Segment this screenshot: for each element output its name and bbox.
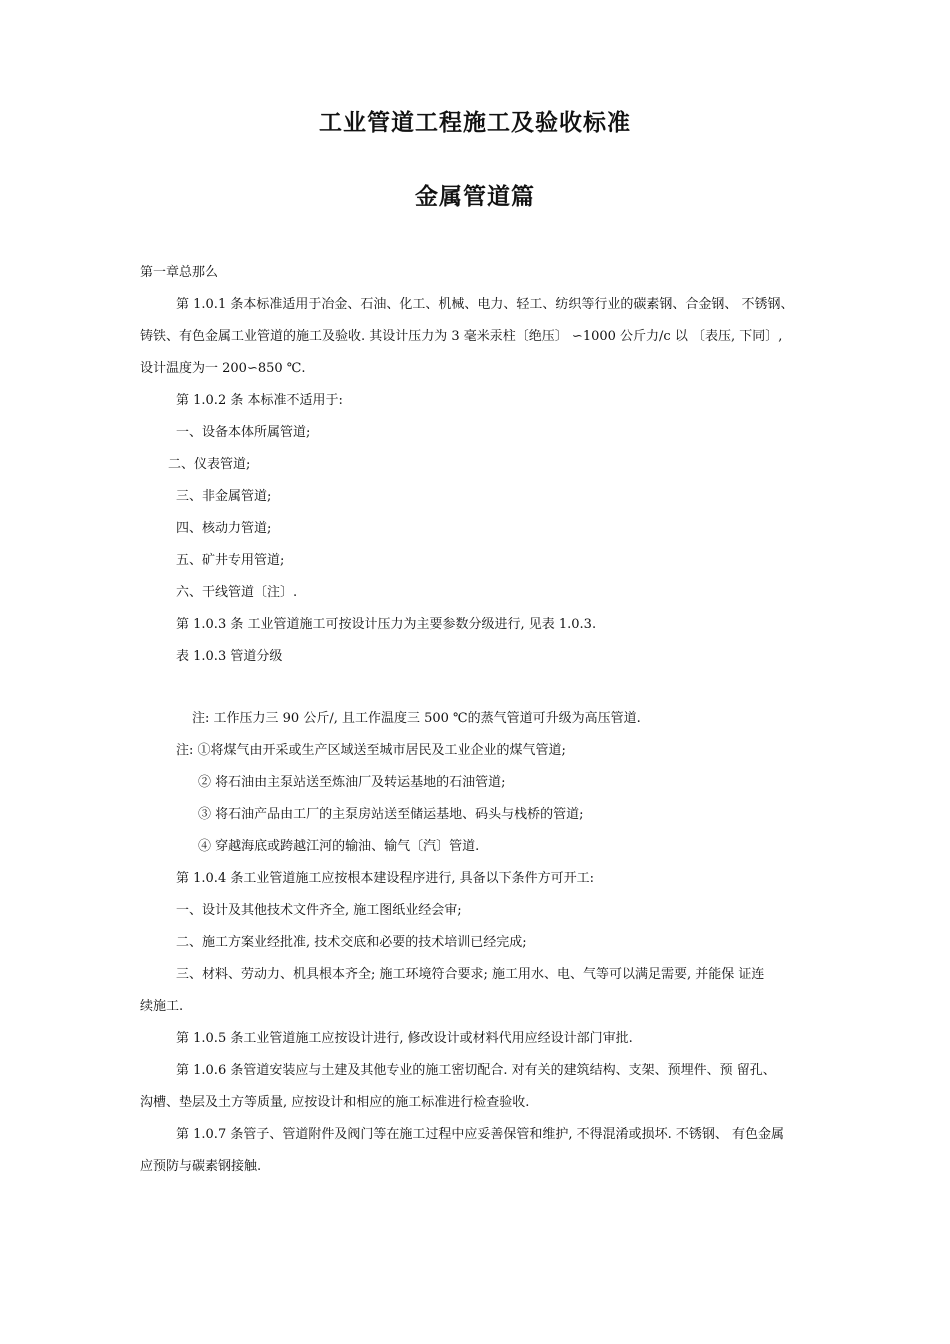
note-line: 注: 工作压力三 90 公斤/, 且工作温度三 500 ℃的蒸气管道可升级为高压管道. — [192, 711, 641, 726]
note-item: ② 将石油由主泵站送至炼油厂及转运基地的石油管道; — [198, 775, 506, 790]
note-item: ④ 穿越海底或跨越江河的输油、输气〔汽〕管道. — [198, 839, 480, 854]
list-item: 二、施工方案业经批准, 技术交底和必要的技术培训已经完成; — [176, 935, 527, 950]
paragraph-line: 续施工. — [140, 999, 184, 1014]
document-body — [140, 257, 830, 1183]
list-item: 一、设计及其他技术文件齐全, 施工图纸业经会审; — [176, 903, 462, 918]
list-item: 六、干线管道〔注〕. — [176, 585, 298, 600]
table-placeholder — [140, 673, 830, 703]
note-item: ③ 将石油产品由工厂的主泵房站送至储运基地、码头与栈桥的管道; — [198, 807, 584, 822]
list-item: 四、核动力管道; — [176, 521, 272, 536]
list-item: 五、矿井专用管道; — [176, 553, 285, 568]
table-caption: 表 1.0.3 管道分级 — [176, 649, 283, 664]
note-line: 注: ①将煤气由开采或生产区域送至城市居民及工业企业的煤气管道; — [176, 743, 566, 758]
paragraph-line: 应预防与碳素钢接触. — [140, 1159, 262, 1174]
paragraph-line: 第 1.0.3 条 工业管道施工可按设计压力为主要参数分级进行, 见表 1.0.3. — [176, 617, 597, 632]
paragraph-line: 沟槽、垫层及土方等质量, 应按设计和相应的施工标准进行检查验收. — [140, 1095, 530, 1110]
paragraph-line: 第 1.0.1 条本标准适用于冶金、石油、化工、机械、电力、轻工、纺织等行业的碳素钢、合金钢、 不锈钢、 — [176, 297, 794, 312]
chapter-heading: 第一章总那么 — [140, 265, 219, 280]
document-subtitle: 金属管道篇 — [415, 184, 535, 210]
paragraph-line: 第 1.0.4 条工业管道施工应按根本建设程序进行, 具备以下条件方可开工: — [176, 871, 594, 886]
list-item: 三、材料、劳动力、机具根本齐全; 施工环境符合要求; 施工用水、电、气等可以满足需要, 并能保 证连 — [176, 967, 765, 982]
list-item: 一、设备本体所属管道; — [176, 425, 311, 440]
paragraph-line: 第 1.0.5 条工业管道施工应按设计进行, 修改设计或材料代用应经设计部门审批. — [176, 1031, 633, 1046]
paragraph-line: 第 1.0.2 条 本标准不适用于: — [176, 393, 343, 408]
paragraph-line: 第 1.0.6 条管道安装应与土建及其他专业的施工密切配合. 对有关的建筑结构、支架、预埋件、预 留孔、 — [176, 1063, 776, 1078]
list-item: 三、非金属管道; — [176, 489, 272, 504]
document-title: 工业管道工程施工及验收标准 — [319, 110, 631, 136]
paragraph-line: 第 1.0.7 条管子、管道附件及阀门等在施工过程中应妥善保管和维护, 不得混淆或损坏. 不锈钢、 有色金属 — [176, 1127, 785, 1142]
paragraph-line: 设计温度为一 200∽850 ℃. — [140, 361, 306, 376]
paragraph-line: 铸铁、有色金属工业管道的施工及验收. 其设计压力为 3 毫米汞柱〔绝压〕 ∽1000 公斤力/c 以 〔表压, 下同〕, — [140, 329, 783, 344]
list-item: 二、仪表管道; — [168, 457, 251, 472]
